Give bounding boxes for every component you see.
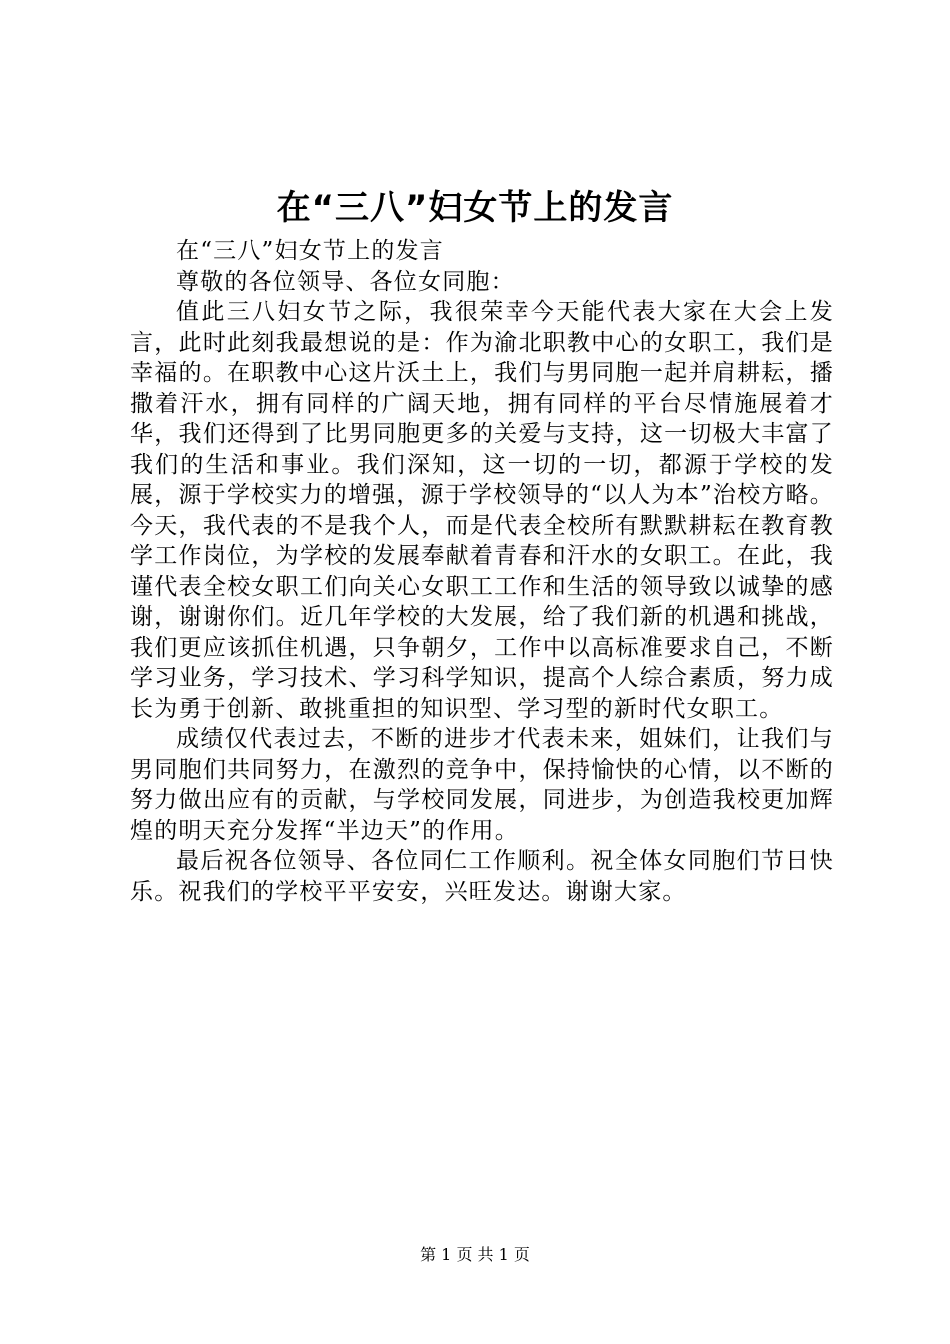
paragraph-future: 成绩仅代表过去，不断的进步才代表未来，姐妹们，让我们与男同胞们共同努力，在激烈的竞争中，保持愉快的心情，以不断的努力做出应有的贡献，与学校同发展，同进步，为创造我校更加辉煌的明天充分发挥“半边天”的作用。 [130,726,834,844]
paragraph-closing: 最后祝各位领导、各位同仁工作顺利。祝全体女同胞们节日快乐。祝我们的学校平平安安，兴旺发达。谢谢大家。 [130,848,834,905]
document-title: 在“三八”妇女节上的发言 [276,188,674,228]
paragraph-salutation: 尊敬的各位领导、各位女同胞： [176,268,515,295]
paragraph-main: 值此三八妇女节之际，我很荣幸今天能代表大家在大会上发言，此时此刻我最想说的是：作为渝北职教中心的女职工，我们是幸福的。在职教中心这片沃土上，我们与男同胞一起并肩耕耘，播撒着汗水，拥有同样的广阔天地，拥有同样的平台尽情施展着才华，我们还得到了比男同胞更多的关爱与支持，这一切极大丰富了我们的生活和事业。我们深知，这一切的一切，都源于学校的发展，源于学校实力的增强，源于学校领导的“以人为本”治校方略。今天，我代表的不是我个人，而是代表全校所有默默耕耘在教育教学工作岗位，为学校的发展奉献着青春和汗水的女职工。在此，我谨代表全校女职工们向关心女职工工作和生活的领导致以诚挚的感谢，谢谢你们。近几年学校的大发展，给了我们新的机遇和挑战，我们更应该抓住机遇，只争朝夕，工作中以高标准要求自己，不断学习业务，学习技术、学习科学知识，提高个人综合素质，努力成长为勇于创新、敢挑重担的知识型、学习型的新时代女职工。 [130,299,834,722]
page-number-footer: 第 1 页 共 1 页 [420,1245,530,1264]
document-body [130,236,834,907]
paragraph-subtitle: 在“三八”妇女节上的发言 [176,238,444,264]
